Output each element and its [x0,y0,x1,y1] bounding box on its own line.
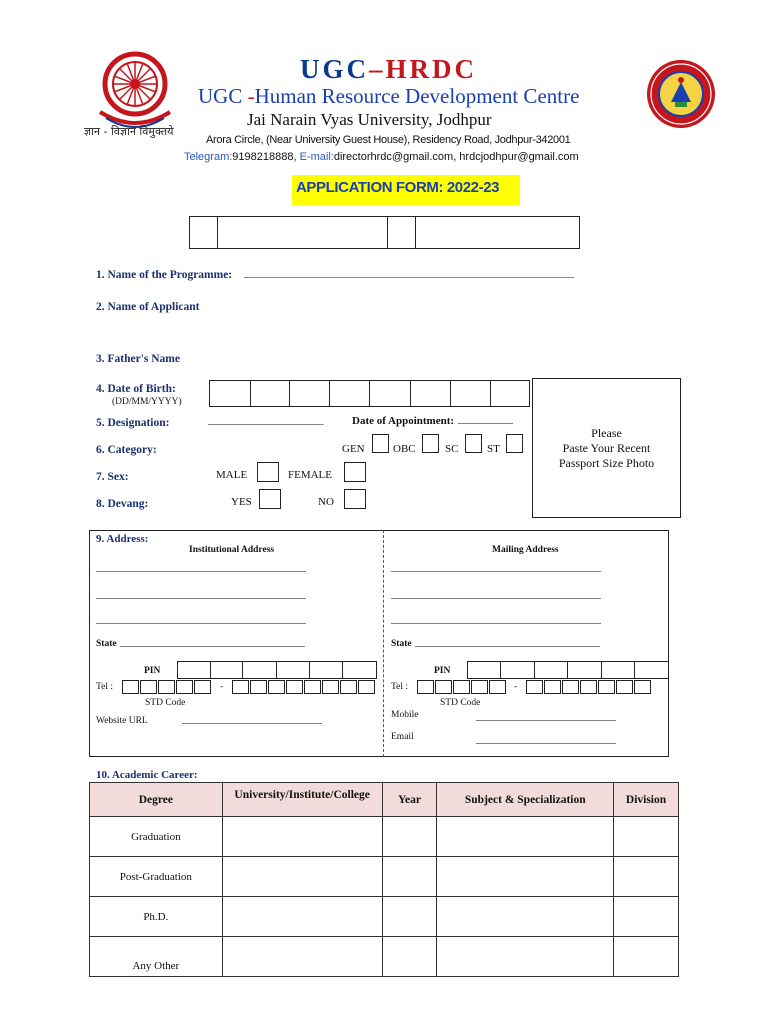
dob-cell[interactable] [289,380,330,407]
mailing-pin-cell[interactable] [500,661,535,679]
category-gen-label: GEN [342,443,365,455]
devang-label: 8. Devang: [96,498,149,510]
mobile-field[interactable]: ____________________________ [476,711,616,722]
institutional-tel-cell[interactable] [268,680,285,694]
university-seal [645,58,717,130]
academic-table [89,782,679,977]
mailing-std-cell[interactable] [435,680,452,694]
dob-cell[interactable] [369,380,411,407]
mailing-tel-cell[interactable] [616,680,633,694]
institutional-tel-cell[interactable] [340,680,357,694]
sex-male-label: MALE [216,469,248,481]
institutional-pin-label: PIN [144,666,161,676]
header-year: Year [382,783,437,817]
table-row [90,817,679,857]
address-divider [383,530,384,757]
header-title [300,54,477,85]
sex-label: 7. Sex: [96,471,129,483]
office-box-2[interactable] [217,216,388,249]
university-cell[interactable] [222,897,382,937]
header-subject: Subject & Specialization [437,783,614,817]
category-st-checkbox[interactable] [506,434,523,453]
office-box-1[interactable] [189,216,218,249]
division-cell[interactable] [614,857,679,897]
mailing-tel-cell[interactable] [562,680,579,694]
institutional-std-cell[interactable] [194,680,211,694]
mailing-pin-cell[interactable] [601,661,635,679]
university-cell[interactable] [222,817,382,857]
mailing-state-label: State [391,639,412,649]
dob-cell[interactable] [410,380,451,407]
subject-cell[interactable] [437,937,614,977]
university-cell[interactable] [222,857,382,897]
applicant-label: 2. Name of Applicant [96,301,200,313]
subtitle-rest: Human Resource Development Centre [254,84,580,108]
mailing-state-field[interactable]: _____________________________________ [415,637,600,648]
category-sc-checkbox[interactable] [465,434,482,453]
mailing-email-field[interactable]: ____________________________ [476,734,616,745]
header-subtitle [198,84,579,109]
degree-cell: Any Other [90,937,223,977]
devang-no-label: NO [318,496,334,508]
mobile-label: Mobile [391,710,419,720]
institutional-pin-cell[interactable] [210,661,243,679]
mailing-std-cell[interactable] [453,680,470,694]
header-division: Division [614,783,679,817]
institutional-pin-cell[interactable] [342,661,377,679]
postal-address: Arora Circle, (Near University Guest House), Residency Road, Jodhpur-342001 [206,134,571,146]
mailing-address-line[interactable]: __________________________________________ [391,589,601,600]
logo-tagline: ज्ञान - विज्ञान विमुक्तये [84,125,174,138]
table-row [90,897,679,937]
dob-cell[interactable] [329,380,370,407]
telegram-label: Telegram: [184,151,233,163]
category-label: 6. Category: [96,444,157,456]
website-label: Website URL [96,716,148,726]
institutional-std-cell[interactable] [176,680,193,694]
photo-instructions [532,426,681,471]
dob-label: 4. Date of Birth: [96,383,176,395]
institutional-pin-cell[interactable] [177,661,211,679]
office-box-4[interactable] [415,216,580,249]
institutional-std-label: STD Code [145,698,186,708]
degree-cell: Post-Graduation [90,857,223,897]
institutional-tel-cell[interactable] [322,680,339,694]
sex-male-checkbox[interactable] [257,462,279,482]
title-separator: – [369,54,386,84]
photo-line-3: Passport Size Photo [558,456,655,470]
institutional-tel-cell[interactable] [286,680,303,694]
institutional-pin-cell[interactable] [242,661,277,679]
sex-female-label: FEMALE [288,469,332,481]
mailing-std-label: STD Code [440,698,481,708]
institutional-state-field[interactable]: _____________________________________ [120,637,305,648]
devang-yes-label: YES [231,496,252,508]
programme-field[interactable]: ____________________________________________________________ [244,267,574,279]
institutional-address-title: Institutional Address [189,545,275,555]
table-row [90,857,679,897]
subject-cell[interactable] [437,897,614,937]
designation-field[interactable]: _____________________ [208,414,324,426]
mailing-address-title: Mailing Address [492,545,559,555]
applicant-field[interactable] [250,294,670,318]
mailing-tel-cell[interactable] [634,680,651,694]
mailing-tel-dash: - [514,682,518,692]
mailing-pin-cell[interactable] [567,661,602,679]
mailing-std-cell[interactable] [471,680,488,694]
devang-no-checkbox[interactable] [344,489,366,509]
mailing-tel-cell[interactable] [580,680,597,694]
institutional-address-line[interactable]: __________________________________________ [96,614,306,625]
dob-cell[interactable] [209,380,251,407]
sex-female-checkbox[interactable] [344,462,366,482]
mailing-tel-cell[interactable] [544,680,561,694]
devang-yes-checkbox[interactable] [259,489,281,509]
division-cell[interactable] [614,817,679,857]
division-cell[interactable] [614,937,679,977]
category-sc-label: SC [445,443,459,455]
institutional-tel-label: Tel : [96,682,114,692]
institutional-address-line[interactable]: __________________________________________ [96,589,306,600]
degree-cell: Ph.D. [90,897,223,937]
designation-label: 5. Designation: [96,417,170,429]
institutional-tel-cell[interactable] [358,680,375,694]
email-label: E-mail: [299,151,334,163]
category-st-label: ST [487,443,500,455]
institutional-pin-cell[interactable] [276,661,310,679]
year-cell[interactable] [382,897,437,937]
table-row [90,937,679,977]
institutional-tel-cell[interactable] [304,680,321,694]
year-cell[interactable] [382,937,437,977]
mailing-tel-cell[interactable] [598,680,615,694]
university-name: Jai Narain Vyas University, Jodhpur [247,110,492,129]
website-field[interactable]: ____________________________ [182,714,322,725]
mailing-tel-cell[interactable] [526,680,543,694]
subtitle-prefix: UGC [198,84,243,108]
email-value: directorhrdc@gmail.com, hrdcjodhpur@gmail.com [333,151,579,163]
category-obc-checkbox[interactable] [422,434,439,453]
institutional-pin-cell[interactable] [309,661,343,679]
dob-cell[interactable] [450,380,491,407]
mailing-address-line[interactable]: __________________________________________ [391,614,601,625]
institutional-state-label: State [96,639,117,649]
father-label: 3. Father's Name [96,353,180,365]
dob-format: (DD/MM/YYYY) [112,397,182,407]
subtitle-dash: - [247,84,255,108]
mailing-tel-label: Tel : [391,682,409,692]
mailing-pin-cell[interactable] [634,661,669,679]
mailing-std-cell[interactable] [417,680,434,694]
title-hrdc: HRDC [385,54,477,84]
mailing-email-label: Email [391,732,414,742]
mailing-pin-cell[interactable] [534,661,568,679]
mailing-pin-label: PIN [434,666,451,676]
ugc-logo [92,46,178,134]
header-degree: Degree [90,783,223,817]
subject-cell[interactable] [437,817,614,857]
mailing-address-line[interactable]: __________________________________________ [391,562,601,573]
institutional-address-line[interactable]: __________________________________________ [96,562,306,573]
division-cell[interactable] [614,897,679,937]
office-box-3[interactable] [387,216,416,249]
mailing-pin-cell[interactable] [467,661,501,679]
category-gen-checkbox[interactable] [372,434,389,453]
institutional-std-cell[interactable] [122,680,139,694]
institutional-tel-cell[interactable] [250,680,267,694]
programme-label: 1. Name of the Programme: [96,269,233,281]
year-cell[interactable] [382,857,437,897]
father-field[interactable] [250,346,670,370]
dob-cell[interactable] [250,380,290,407]
academic-label: 10. Academic Career: [96,769,198,781]
title-ugc: UGC [300,54,369,84]
address-label: 9. Address: [96,533,149,545]
institutional-tel-dash: - [220,682,224,692]
institutional-std-cell[interactable] [140,680,157,694]
degree-cell: Graduation [90,817,223,857]
subject-cell[interactable] [437,857,614,897]
telegram-value: 9198218888, [232,151,300,163]
form-title: APPLICATION FORM: 2022-23 [292,175,520,205]
institutional-std-cell[interactable] [158,680,175,694]
category-obc-label: OBC [393,443,416,455]
dob-cell[interactable] [490,380,530,407]
header-university: University/Institute/College [222,783,382,817]
contact-line [184,151,579,163]
institutional-tel-cell[interactable] [232,680,249,694]
photo-line-2: Paste Your Recent [562,441,651,455]
year-cell[interactable] [382,817,437,857]
appointment-label: Date of Appointment: [352,415,455,427]
university-cell[interactable] [222,937,382,977]
photo-line-1: Please [591,426,622,440]
appointment-field[interactable]: __________ [458,413,513,425]
mailing-std-cell[interactable] [489,680,506,694]
